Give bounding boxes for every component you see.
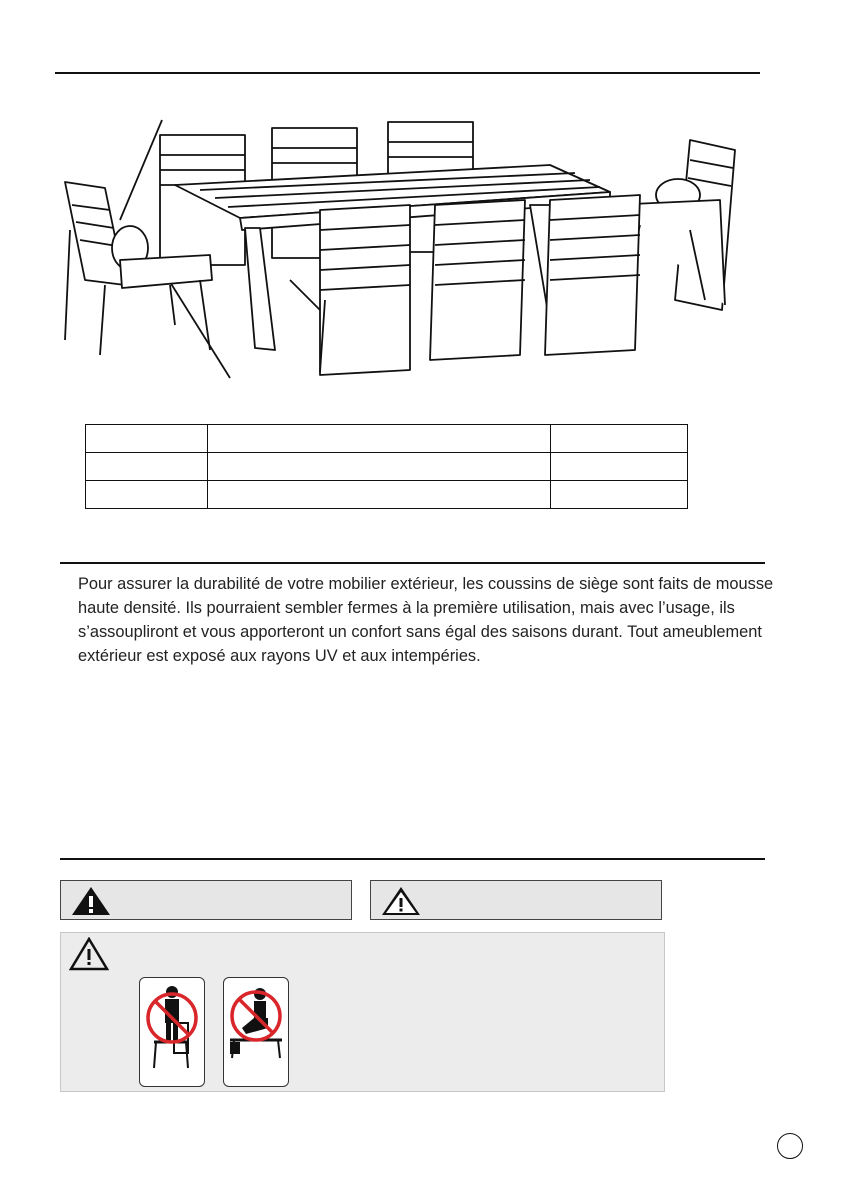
chair-front-2 <box>430 200 525 360</box>
table-row <box>86 425 688 453</box>
dining-set-illustration <box>50 110 755 385</box>
caution-triangle-icon <box>69 937 109 971</box>
no-kneeling-on-chair-icon <box>223 977 289 1087</box>
callout-line-seat <box>170 282 230 378</box>
table-cell <box>550 425 687 453</box>
intro-paragraph: Pour assurer la durabilité de votre mobilier extérieur, les coussins de siège sont faits de mousse haute densité. Ils pourraient sembler fermes à la première utilisation, mais avec l’usage, ils s’assoupliront et vous apporteront un confort sans égal des saisons durant. Tout ameublement extérieur est exposé aux rayons UV et aux intempéries. <box>78 575 774 665</box>
parts-table <box>85 424 688 509</box>
table-cell <box>208 425 551 453</box>
callout-line-cushion <box>120 120 162 220</box>
table-cell <box>550 481 687 509</box>
table-cell <box>86 481 208 509</box>
table-row <box>86 453 688 481</box>
warning-box <box>60 880 352 920</box>
caution-triangle-icon <box>381 886 421 916</box>
table-cell <box>208 481 551 509</box>
table-cell <box>86 453 208 481</box>
notice-panel <box>60 932 665 1092</box>
section-rule <box>60 858 765 860</box>
page-number <box>777 1133 803 1159</box>
warning-triangle-icon <box>71 886 111 916</box>
table-cell <box>86 425 208 453</box>
no-standing-on-chair-icon <box>139 977 205 1087</box>
section-rule <box>60 562 765 564</box>
table-row <box>86 481 688 509</box>
table-cell <box>550 453 687 481</box>
caution-box <box>370 880 662 920</box>
chair-front-3 <box>545 195 640 355</box>
header-rule <box>55 72 760 74</box>
table-cell <box>208 453 551 481</box>
